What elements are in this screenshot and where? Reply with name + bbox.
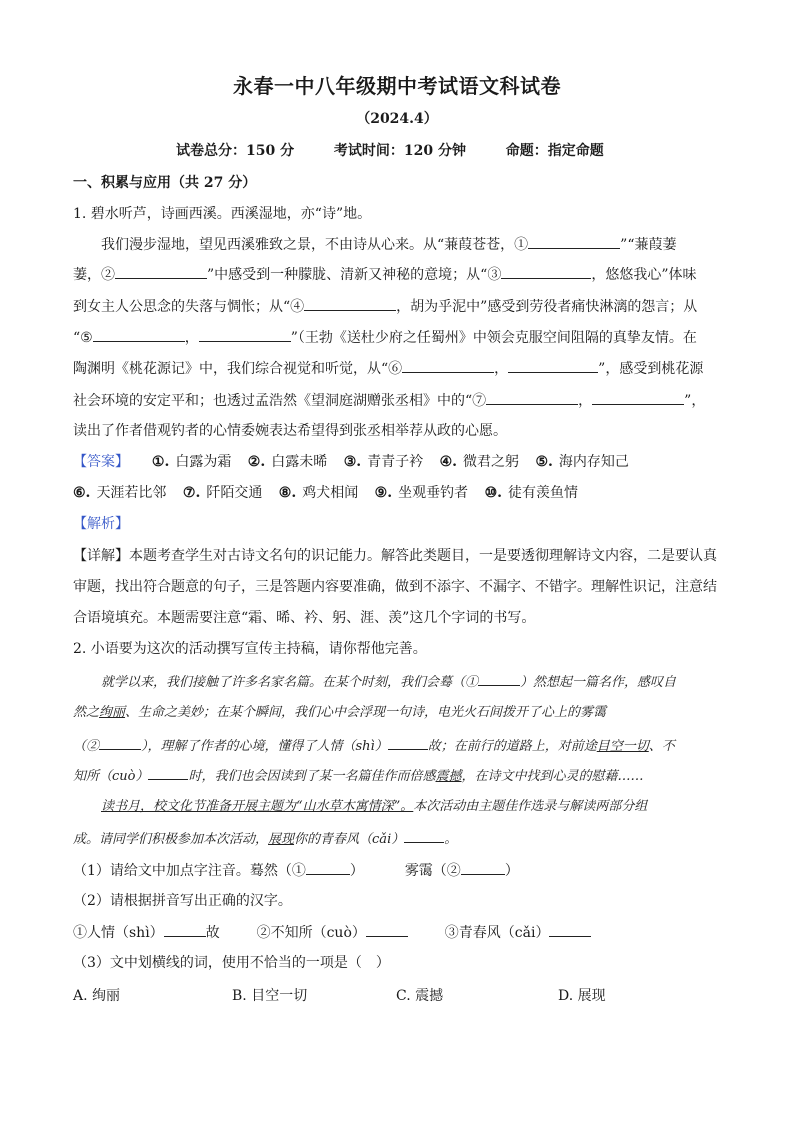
underlined-word: 绚丽 (99, 705, 126, 720)
q1-line: 萋，② ”中感受到一种朦胧、清新又神秘的意境；从“③ ，悠悠我心”体味 (73, 264, 697, 285)
answer-item: ⑧. 鸡犬相闻 (278, 485, 359, 501)
answer-item: ⑩. 徒有羡鱼情 (484, 485, 578, 501)
analysis-text: 合语境填充。本题需要注意“霜、晞、衿、躬、涯、羡”这几个字词的书写。 (73, 610, 536, 626)
answer-blank[interactable] (148, 765, 188, 780)
q2-stem: 2. 小语要为这次的活动撰写宣传主持稿，请你帮他完善。 (73, 641, 427, 657)
option-a[interactable]: A. 绚丽 (73, 988, 121, 1004)
answer-item: ⑨. 坐观垂钓者 (374, 485, 469, 501)
answer-blank[interactable] (528, 234, 620, 249)
answer-blank[interactable] (592, 390, 684, 405)
answer-blank[interactable] (304, 296, 396, 311)
answer-blank[interactable] (501, 264, 591, 279)
answer-label: 【答案】 (73, 454, 129, 470)
q1-line: “⑤ ， ”（王勃《送杜少府之任蜀州》中领会克服空间阻隔的真挚友情。在 (73, 327, 697, 348)
q1-line: 社会环境的安定平和；也透过孟浩然《望洞庭湖赠张丞相》中的“⑦ ， ”， (73, 390, 705, 411)
answer-blank[interactable] (99, 735, 141, 750)
answer-blank[interactable] (115, 264, 207, 279)
exam-info (176, 140, 604, 160)
answer-item: ③. 青青子衿 (343, 454, 424, 470)
answer-item: ①. 白露为霜 (151, 454, 232, 470)
q2-passage-line: 然之绚丽、生命之美妙；在某个瞬间，我们心中会浮现一句诗，电光火石间拨开了心上的雾霭 (73, 705, 607, 720)
answer-item: ⑦. 阡陌交通 (182, 485, 263, 501)
total-score: 试卷总分：150 分 (176, 143, 295, 159)
answer-item: ⑤. 海内存知己 (535, 454, 629, 470)
answer-blank[interactable] (402, 358, 494, 373)
answer-blank[interactable] (508, 358, 598, 373)
q1-stem: 1. 碧水听芦，诗画西溪。西溪湿地，亦“诗”地。 (73, 206, 372, 222)
option-c[interactable]: C. 震撼 (396, 988, 444, 1004)
q2-passage-line: 读书月，校文化节准备开展主题为“山水草木寓情深”。本次活动由主题佳作选录与解读两部分组 (101, 799, 648, 814)
option-b[interactable]: B. 目空一切 (232, 988, 308, 1004)
q2-sub1: （1）请给文中加点字注音。蓦然（① ） 雾霭（② ） (73, 860, 519, 881)
underlined-word: 展现 (268, 832, 295, 847)
answer-row (73, 452, 641, 472)
answer-blank[interactable] (366, 922, 408, 937)
q2-passage-line: （② ），理解了作者的心境，懂得了人情（shì） 故；在前行的道路上，对前途目空一切、不 (73, 735, 675, 757)
q1-line: 读出了作者借观钓者的心情委婉表达希望得到张丞相举荐从政的心愿。 (73, 423, 507, 439)
q1-line: 我们漫步湿地，望见西溪雅致之景，不由诗从心来。从“蒹葭苍苍，① ”“蒹葭萋 (101, 234, 676, 255)
answer-blank[interactable] (478, 671, 520, 686)
q1-line: 陶渊明《桃花源记》中，我们综合视觉和听觉，从“⑥ ， ”，感受到桃花源 (73, 358, 703, 379)
underlined-word: 震撼 (435, 769, 462, 784)
answer-blank[interactable] (461, 860, 505, 875)
q2-sub3: （3）文中划横线的词，使用不恰当的一项是（ ） (73, 955, 390, 971)
answer-item: ②. 白露未晞 (247, 454, 328, 470)
analysis-text: 审题，找出符合题意的句子，三是答题内容要准确，做到不添字、不漏字、不错字。理解性识记，注意结 (73, 579, 717, 595)
exam-time: 考试时间：120 分钟 (333, 143, 466, 159)
answer-blank[interactable] (93, 327, 185, 342)
analysis-label: 【解析】 (73, 516, 129, 532)
answer-blank[interactable] (549, 922, 591, 937)
q2-passage-line: 成。请同学们积极参加本次活动，展现你的青春风（cǎi） 。 (73, 828, 457, 850)
answer-blank[interactable] (404, 828, 444, 843)
option-d[interactable]: D. 展现 (558, 988, 606, 1004)
q2-passage-line: 就学以来，我们接触了许多名家名篇。在某个时刻，我们会蓦（① ）然想起一篇名作，感叹自 (101, 671, 676, 693)
section-heading: 一、积累与应用（共 27 分） (73, 175, 257, 191)
answer-row (73, 483, 590, 503)
q2-sub2-items: ①人情（shì） 故 ②不知所（cuò） ③青春风（cǎi） (73, 922, 591, 943)
exam-date: （2024.4） (356, 111, 438, 127)
exam-setter: 命题：指定命题 (505, 143, 604, 159)
answer-blank[interactable] (199, 327, 291, 342)
exam-title: 永春一中八年级期中考试语文科试卷 (233, 74, 561, 98)
q2-passage-line: 知所（cuò） 时，我们也会因读到了某一名篇佳作而倍感震撼，在诗文中找到心灵的慰藉…… (73, 765, 644, 787)
answer-item: ④. 微君之躬 (439, 454, 520, 470)
answer-blank[interactable] (388, 735, 428, 750)
answer-blank[interactable] (164, 922, 206, 937)
answer-blank[interactable] (486, 390, 578, 405)
q1-line: 到女主人公思念的失落与惆怅；从“④ ，胡为乎泥中”感受到劳役者痛快淋漓的怨言；从 (73, 296, 697, 317)
underlined-word: 目空一切 (596, 739, 649, 754)
answer-item: ⑥. 天涯若比邻 (73, 485, 167, 501)
q2-sub2: （2）请根据拼音写出正确的汉字。 (73, 893, 292, 909)
analysis-text: 【详解】本题考查学生对古诗文名句的识记能力。解答此类题目，一是要透彻理解诗文内容，二是要认真 (73, 548, 717, 564)
answer-blank[interactable] (306, 860, 350, 875)
